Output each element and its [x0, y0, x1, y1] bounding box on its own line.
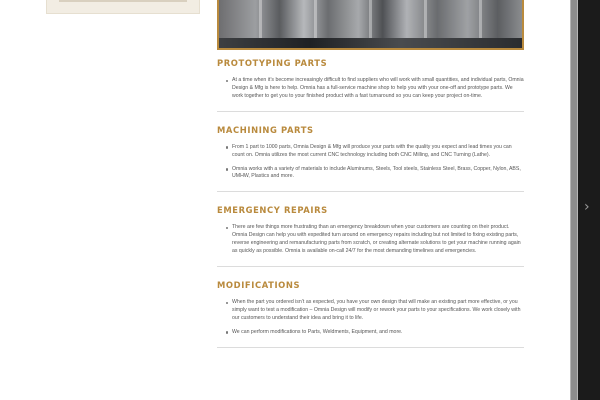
hero-image	[217, 0, 524, 50]
hero-ridge	[369, 0, 372, 38]
section-machining-parts	[217, 125, 524, 193]
section-heading: PROTOTYPING PARTS	[217, 58, 328, 68]
services-content	[217, 58, 524, 361]
sidebar-box-inner	[59, 0, 187, 2]
section-list	[217, 299, 524, 337]
list-item: Omnia works with a variety of materials to include Aluminums, Steels, Tool steels, Stainless Steel, Brass, Copper, Nylon, ABS, UMHW, Plastics and more.	[232, 166, 524, 182]
hero-ridge	[424, 0, 427, 38]
section-heading: MACHINING PARTS	[217, 124, 314, 135]
list-item: From 1 part to 1000 parts, Omnia Design & Mfg will produce your parts with the quality you expect and lead times you can count on. Omnia utilizes the most current CNC technology including both CNC Milling, and CNC Turning (Lathe).	[232, 144, 524, 160]
hero-ridge	[314, 0, 317, 38]
section-list	[217, 77, 524, 101]
list-item: At a time when it’s become increasingly difficult to find suppliers who will work with small quantities, and individual parts, Omnia Design & Mfg is here to help. Omnia has a full-service machine shop to help you with your one-off and prototype parts. We work together to get you to your finished product with a fast turnaround so you can keep your project on-time.	[232, 77, 524, 99]
section-heading: EMERGENCY REPAIRS	[217, 205, 328, 216]
section-heading: MODIFICATIONS	[217, 279, 301, 290]
list-item: There are few things more frustrating than an emergency breakdown when your customers are counting on their product. Omnia Design can help you with expedited turn around on emergency repairs including but not limited to fixing existing parts, reverse engineering and remanufacturing parts from scratch, or creating alternate solutions to get your machine running again as quickly as possible. Omnia is available on-call 24/7 for the most demanding timelines and emergencies.	[232, 224, 524, 256]
hero-ridge	[259, 0, 262, 38]
section-list	[217, 224, 524, 256]
scrollbar-thumb[interactable]	[571, 0, 577, 400]
list-item: We can perform modifications to Parts, Weldments, Equipment, and more.	[232, 329, 524, 337]
section-prototyping-parts	[217, 58, 524, 112]
chevron-right-icon[interactable]: ›	[584, 199, 590, 215]
sidebar-box	[46, 0, 200, 14]
section-list	[217, 144, 524, 182]
hero-base-band	[219, 38, 522, 48]
section-modifications	[217, 280, 524, 348]
hero-ridge	[479, 0, 482, 38]
section-emergency-repairs	[217, 205, 524, 267]
list-item: When the part you ordered isn’t as expected, you have your own design that will make an existing part more effective, or you simply want to test a modification – Omnia Design will modify or rework your parts to your specifications. We work closely with our customers to understand their idea and bring it to life.	[232, 299, 524, 323]
